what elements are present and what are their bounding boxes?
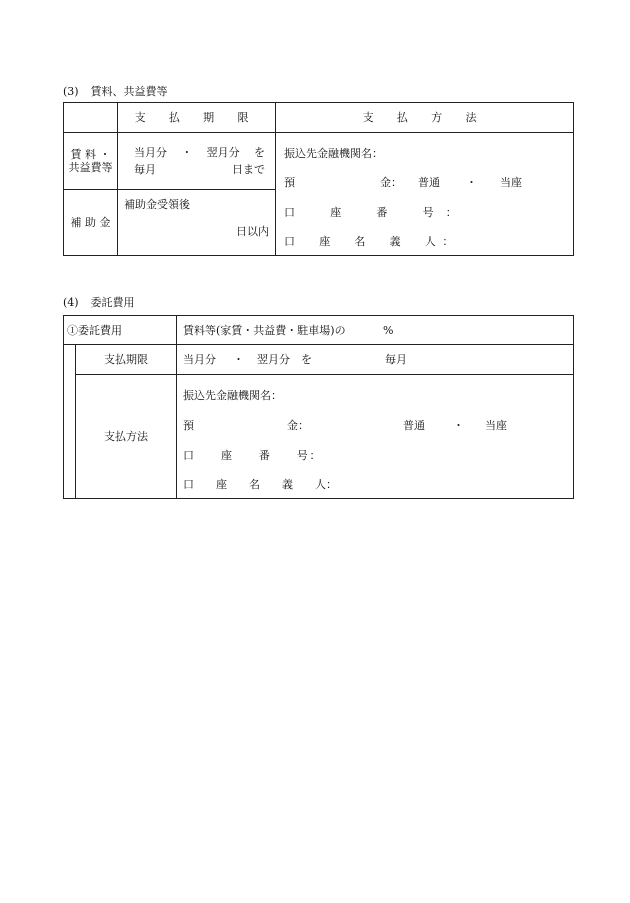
col-header-term: 支 払 期 限	[118, 103, 276, 133]
row-label-subsidy: 補 助 金	[64, 190, 118, 256]
deposit-type-line: 預 金： 普通 ・ 当座	[284, 175, 522, 189]
section3-heading	[63, 83, 168, 99]
fee-value: 賃料等(家賃・共益費・駐車場)の %	[177, 316, 574, 345]
fee-label: ①委託費用	[64, 316, 177, 345]
rent-payment-table	[63, 102, 574, 256]
bank-name-line: 振込先金融機関名：	[284, 146, 383, 160]
term-value: 当月分 ・ 翌月分 を 毎月	[177, 345, 574, 375]
commission-fee-table	[63, 315, 574, 499]
account-holder-line: 口 座 名 義 人：	[284, 234, 460, 248]
account-number-line: 口 座 番 号：	[284, 205, 469, 219]
indent-spacer	[64, 345, 76, 375]
row-label-rent: 賃 料 ・ 共益費等	[64, 133, 118, 190]
section4-number: (4)	[63, 296, 79, 309]
section4-heading	[63, 294, 135, 310]
col-header-method: 支 払 方 法	[276, 103, 574, 133]
term-label: 支払期限	[76, 345, 177, 375]
bank-name-line: 振込先金融機関名：	[183, 389, 282, 402]
deposit-type-line: 預 金： 普通 ・ 当座	[183, 418, 507, 432]
section3-title: 賃料、共益費等	[90, 85, 168, 98]
account-holder-line: 口 座 名 義 人：	[183, 477, 337, 491]
rent-term-cell: 当月分 ・ 翌月分 を 毎月 日まで	[118, 133, 276, 190]
section3-number: (3)	[63, 85, 79, 98]
indent-spacer	[64, 375, 76, 499]
method-label: 支払方法	[76, 375, 177, 499]
method-cell	[276, 133, 574, 256]
section4-title: 委託費用	[90, 296, 135, 309]
method-value	[177, 375, 574, 499]
account-number-line: 口 座 番 号：	[183, 448, 323, 462]
corner-cell	[64, 103, 118, 133]
subsidy-term-cell: 補助金受領後 日以内	[118, 190, 276, 256]
